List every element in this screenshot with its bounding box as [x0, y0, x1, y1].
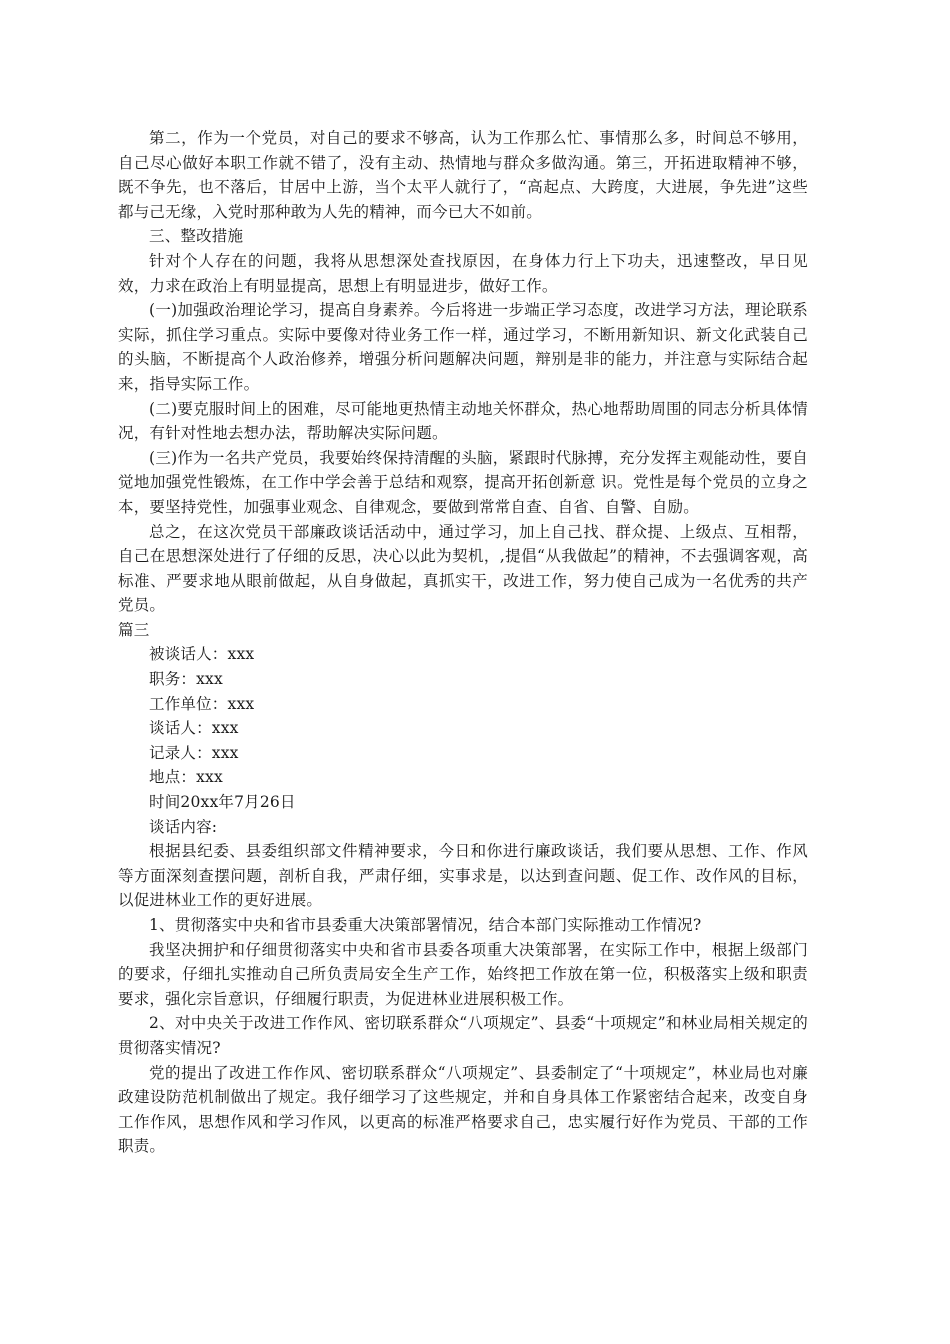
field-content-label: 谈话内容:	[149, 817, 218, 836]
paragraph-measure-3: (三)作为一名共产党员，我要始终保持清醒的头脑，紧跟时代脉搏，充分发挥主观能动性，要自觉地加强党性锻炼，在工作中学会善于总结和观察，提高开拓创新意 识。党性是每个党员的立身之本，要坚持党性，加强事业观念、自律观念，要做到常常自查、自省、自警、自励。	[118, 448, 808, 516]
chapter-heading: 篇三	[118, 620, 150, 639]
paragraph-rectification-intro: 针对个人存在的问题，我将从思想深处查找原因，在身体力行上下功夫，迅速整改，早日见效，力求在政治上有明显提高，思想上有明显进步，做好工作。	[118, 251, 808, 295]
field-time: 时间20xx年7月26日	[149, 793, 296, 812]
field-recorder: 记录人：xxx	[149, 743, 239, 762]
question-2: 2、对中央关于改进工作作风、密切联系群众“八项规定”、县委“十项规定”和林业局相关规定的贯彻落实情况?	[118, 1014, 808, 1057]
answer-2: 党的提出了改进工作作风、密切联系群众“八项规定”、县委制定了“十项规定”，林业局也对廉政建设防范机制做出了规定。我仔细学习了这些规定，并和自身具体工作紧密结合起来，改变自身工作作风，思想作风和学习作风，以更高的标准严格要求自己，忠实履行好作为党员、干部的工作职责。	[118, 1063, 808, 1156]
paragraph-measure-2: (二)要克服时间上的困难，尽可能地更热情主动地关怀群众，热心地帮助周围的同志分析具体情况，有针对性地去想办法，帮助解决实际问题。	[118, 399, 808, 443]
paragraph-talk-intro: 根据县纪委、县委组织部文件精神要求，今日和你进行廉政谈话，我们要从思想、工作、作风等方面深刻查摆问题，剖析自我，严肃仔细，实事求是，以达到查问题、促工作、改作风的目标，以促进林业工作的更好进展。	[118, 842, 808, 910]
field-location: 地点：xxx	[149, 768, 223, 787]
paragraph-measure-1: (一)加强政治理论学习，提高自身素养。今后将进一步端正学习态度，改进学习方法，理论联系实际，抓住学习重点。实际中要像对待业务工作一样，通过学习，不断用新知识、新文化武装自己的头脑，不断提高个人政治修养，增强分析问题解决问题，辩别是非的能力，并注意与实际结合起来，指导实际工作。	[118, 301, 808, 393]
field-position: 职务：xxx	[149, 670, 223, 689]
paragraph-second-point: 第二，作为一个党员，对自己的要求不够高，认为工作那么忙、事情那么多，时间总不够用，自己尽心做好本职工作就不错了，没有主动、热情地与群众多做沟通。第三，开拓进取精神不够，既不争先，也不落后，甘居中上游，当个太平人就行了，“高起点、大跨度，大进展，争先进”这些都与己无缘，入党时那种敢为人先的精神，而今已大不如前。	[118, 129, 808, 221]
document-body	[118, 126, 808, 1159]
field-work-unit: 工作单位：xxx	[149, 694, 255, 713]
field-interviewer: 谈话人：xxx	[149, 719, 239, 738]
paragraph-summary: 总之，在这次党员干部廉政谈话活动中，通过学习，加上自己找、群众提、上级点、互相帮，自己在思想深处进行了仔细的反思，决心以此为契机，,提倡“从我做起”的精神，不去强调客观，高标准、严要求地从眼前做起，从自身做起，真抓实干，改进工作，努力使自己成为一名优秀的共产党员。	[118, 522, 808, 615]
field-interviewee: 被谈话人：xxx	[149, 645, 255, 664]
question-1: 1、贯彻落实中央和省市县委重大决策部署情况，结合本部门实际推动工作情况?	[149, 916, 702, 934]
section-heading-rectification: 三、整改措施	[149, 227, 244, 246]
answer-1: 我坚决拥护和仔细贯彻落实中央和省市县委各项重大决策部署，在实际工作中，根据上级部门的要求，仔细扎实推动自己所负责局安全生产工作，始终把工作放在第一位，积极落实上级和职责要求，强化宗旨意识，仔细履行职责，为促进林业进展积极工作。	[118, 940, 808, 1008]
